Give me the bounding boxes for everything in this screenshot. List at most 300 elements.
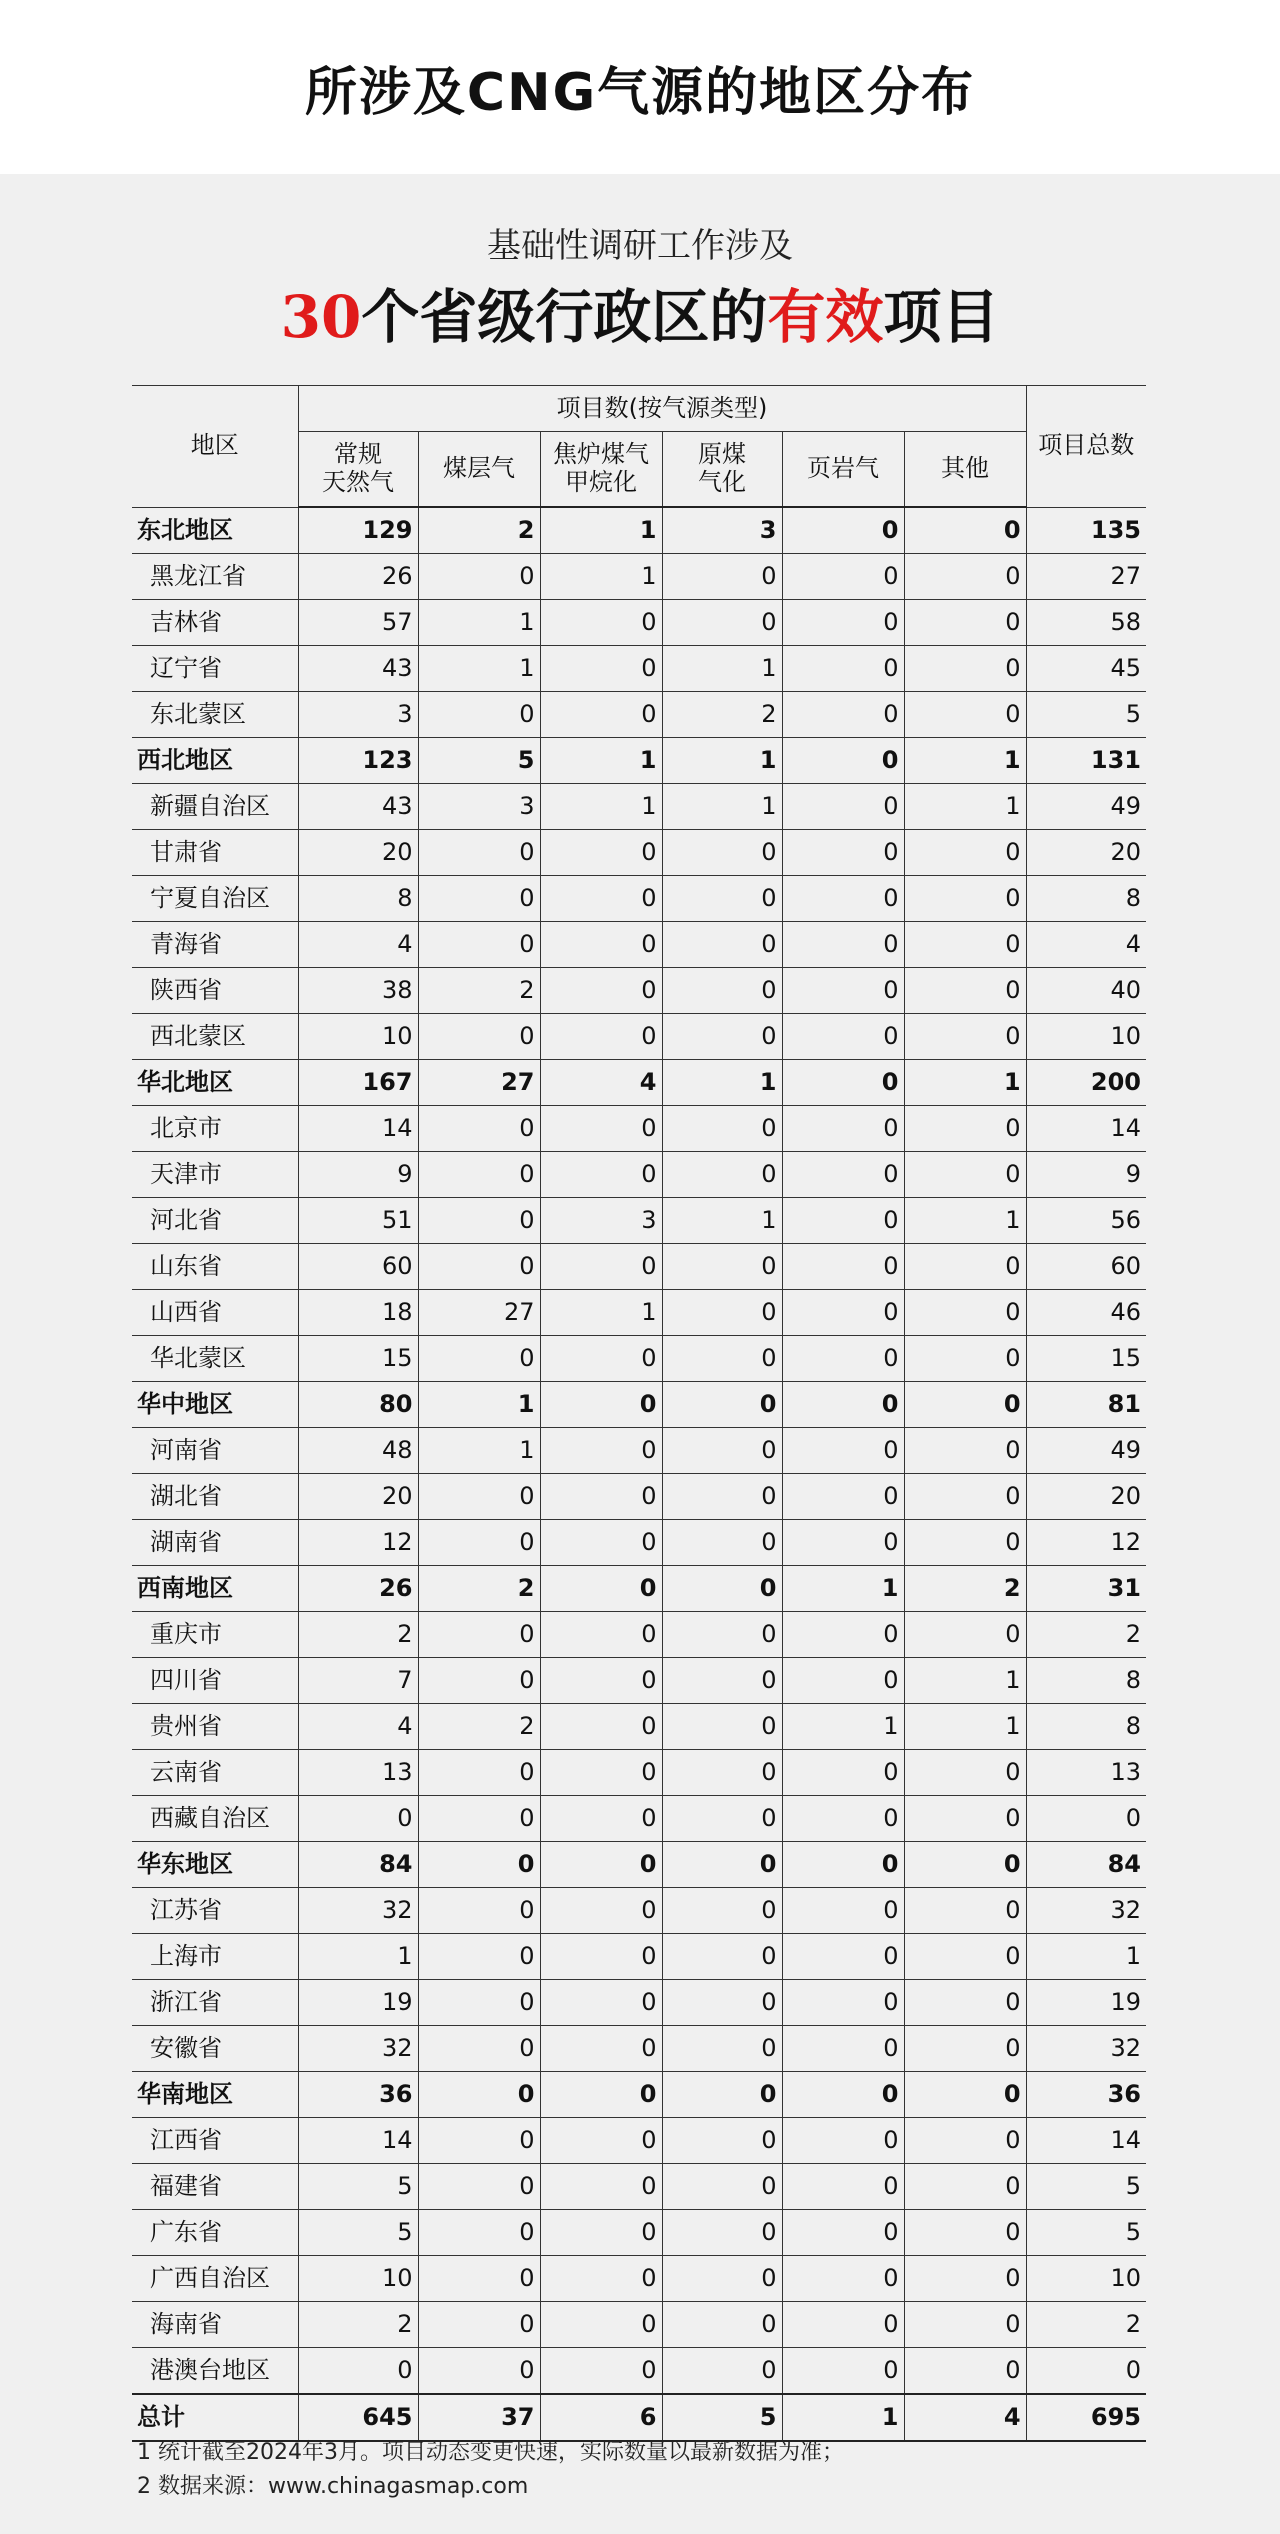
row-label: 山东省: [132, 1244, 298, 1290]
value-cell: 0: [662, 1704, 782, 1750]
row-total-cell: 14: [1026, 2118, 1146, 2164]
row-label: 宁夏自治区: [132, 876, 298, 922]
value-cell: 20: [298, 1474, 418, 1520]
province-row: [132, 1336, 1146, 1382]
value-cell: 0: [904, 1474, 1026, 1520]
value-cell: 0: [782, 1520, 904, 1566]
value-cell: 0: [904, 1888, 1026, 1934]
page-title: 所涉及CNG气源的地区分布: [304, 62, 976, 123]
value-cell: 0: [904, 1014, 1026, 1060]
value-cell: 0: [540, 1980, 662, 2026]
row-label: 北京市: [132, 1106, 298, 1152]
value-cell: 1: [418, 1382, 540, 1428]
value-cell: 0: [782, 2210, 904, 2256]
row-total-cell: 8: [1026, 1704, 1146, 1750]
value-cell: 0: [540, 2072, 662, 2118]
row-total-cell: 19: [1026, 1980, 1146, 2026]
value-cell: 0: [662, 1014, 782, 1060]
value-cell: 0: [418, 554, 540, 600]
region-row: [132, 507, 1146, 554]
value-cell: 4: [298, 922, 418, 968]
value-cell: 0: [418, 1658, 540, 1704]
value-cell: 0: [782, 1336, 904, 1382]
group-header: 项目数(按气源类型): [298, 386, 1026, 432]
value-cell: 0: [540, 2210, 662, 2256]
value-cell: 7: [298, 1658, 418, 1704]
subtitle: 基础性调研工作涉及: [487, 226, 793, 266]
value-cell: 1: [904, 1198, 1026, 1244]
value-cell: 60: [298, 1244, 418, 1290]
title-band: [0, 0, 1280, 174]
province-row: [132, 784, 1146, 830]
row-label: 广东省: [132, 2210, 298, 2256]
value-cell: 0: [904, 2164, 1026, 2210]
value-cell: 0: [904, 1152, 1026, 1198]
value-cell: 0: [418, 1750, 540, 1796]
value-cell: 2: [298, 1612, 418, 1658]
value-cell: 0: [782, 1842, 904, 1888]
row-total-cell: 200: [1026, 1060, 1146, 1106]
value-cell: 0: [782, 1658, 904, 1704]
value-cell: 10: [298, 2256, 418, 2302]
value-cell: 1: [540, 784, 662, 830]
province-row: [132, 1796, 1146, 1842]
value-cell: 13: [298, 1750, 418, 1796]
province-row: [132, 1152, 1146, 1198]
value-cell: 0: [782, 2302, 904, 2348]
value-cell: 4: [904, 2394, 1026, 2441]
headline-number: 30: [280, 283, 362, 351]
value-cell: 0: [418, 1520, 540, 1566]
row-label: 总计: [132, 2394, 298, 2441]
row-label: 四川省: [132, 1658, 298, 1704]
province-row: [132, 2164, 1146, 2210]
value-cell: 0: [540, 1658, 662, 1704]
value-cell: 36: [298, 2072, 418, 2118]
value-cell: 0: [540, 1474, 662, 1520]
province-row: [132, 1106, 1146, 1152]
row-label: 江苏省: [132, 1888, 298, 1934]
value-cell: 0: [904, 1428, 1026, 1474]
value-cell: 0: [904, 2072, 1026, 2118]
row-label: 河南省: [132, 1428, 298, 1474]
row-total-cell: 2: [1026, 1612, 1146, 1658]
value-cell: 0: [540, 1382, 662, 1428]
value-cell: 0: [904, 1934, 1026, 1980]
value-cell: 0: [540, 1014, 662, 1060]
value-cell: 0: [662, 1428, 782, 1474]
value-cell: 0: [782, 1198, 904, 1244]
row-total-cell: 2: [1026, 2302, 1146, 2348]
row-total-cell: 131: [1026, 738, 1146, 784]
value-cell: 1: [782, 1704, 904, 1750]
row-label: 山西省: [132, 1290, 298, 1336]
region-header: 地区: [132, 386, 298, 508]
province-row: [132, 2210, 1146, 2256]
province-row: [132, 1428, 1146, 1474]
row-label: 东北地区: [132, 507, 298, 554]
region-row: [132, 1842, 1146, 1888]
value-cell: 0: [540, 1750, 662, 1796]
region-row: [132, 2072, 1146, 2118]
value-cell: 0: [540, 2302, 662, 2348]
row-total-cell: 5: [1026, 692, 1146, 738]
value-cell: 0: [782, 1290, 904, 1336]
province-row: [132, 692, 1146, 738]
value-cell: 18: [298, 1290, 418, 1336]
province-row: [132, 1750, 1146, 1796]
value-cell: 2: [904, 1566, 1026, 1612]
value-cell: 0: [540, 2256, 662, 2302]
value-cell: 15: [298, 1336, 418, 1382]
value-cell: 0: [540, 600, 662, 646]
province-row: [132, 1934, 1146, 1980]
value-cell: 0: [662, 1566, 782, 1612]
value-cell: 0: [904, 876, 1026, 922]
value-cell: 0: [662, 1336, 782, 1382]
row-label: 西南地区: [132, 1566, 298, 1612]
value-cell: 0: [904, 2118, 1026, 2164]
region-row: [132, 1060, 1146, 1106]
value-cell: 27: [418, 1060, 540, 1106]
value-cell: 0: [904, 2210, 1026, 2256]
row-total-cell: 36: [1026, 2072, 1146, 2118]
region-row: [132, 738, 1146, 784]
value-cell: 123: [298, 738, 418, 784]
value-cell: 0: [418, 1336, 540, 1382]
value-cell: 0: [540, 2164, 662, 2210]
value-cell: 0: [782, 2118, 904, 2164]
value-cell: 0: [418, 692, 540, 738]
row-label: 湖北省: [132, 1474, 298, 1520]
row-total-cell: 46: [1026, 1290, 1146, 1336]
value-cell: 645: [298, 2394, 418, 2441]
value-cell: 0: [662, 1934, 782, 1980]
value-cell: 0: [540, 1796, 662, 1842]
value-cell: 0: [540, 1704, 662, 1750]
value-cell: 1: [418, 646, 540, 692]
row-label: 华中地区: [132, 1382, 298, 1428]
value-cell: 1: [662, 1198, 782, 1244]
value-cell: 20: [298, 830, 418, 876]
value-cell: 0: [540, 2026, 662, 2072]
value-cell: 4: [540, 1060, 662, 1106]
value-cell: 0: [782, 1474, 904, 1520]
value-cell: 0: [782, 600, 904, 646]
value-cell: 0: [782, 1382, 904, 1428]
value-cell: 0: [782, 1796, 904, 1842]
table-body: [132, 507, 1146, 2441]
row-total-cell: 0: [1026, 1796, 1146, 1842]
value-cell: 43: [298, 646, 418, 692]
value-cell: 0: [904, 1106, 1026, 1152]
value-cell: 0: [662, 1658, 782, 1704]
value-cell: 0: [782, 507, 904, 554]
value-cell: 84: [298, 1842, 418, 1888]
value-cell: 0: [662, 1980, 782, 2026]
value-cell: 0: [662, 554, 782, 600]
value-cell: 51: [298, 1198, 418, 1244]
row-label: 新疆自治区: [132, 784, 298, 830]
row-total-cell: 8: [1026, 1658, 1146, 1704]
value-cell: 0: [904, 830, 1026, 876]
data-table: [132, 385, 1146, 2442]
row-label: 华南地区: [132, 2072, 298, 2118]
value-cell: 0: [418, 1152, 540, 1198]
value-cell: 0: [540, 1842, 662, 1888]
value-cell: 0: [540, 692, 662, 738]
province-row: [132, 1198, 1146, 1244]
row-total-cell: 60: [1026, 1244, 1146, 1290]
province-row: [132, 1290, 1146, 1336]
value-cell: 0: [904, 1520, 1026, 1566]
province-row: [132, 2302, 1146, 2348]
value-cell: 0: [662, 1106, 782, 1152]
row-total-cell: 5: [1026, 2210, 1146, 2256]
headline-part2: 项目: [883, 283, 1000, 351]
value-cell: 5: [298, 2164, 418, 2210]
value-cell: 0: [782, 830, 904, 876]
value-cell: 0: [904, 1244, 1026, 1290]
value-cell: 2: [418, 507, 540, 554]
province-row: [132, 968, 1146, 1014]
row-label: 华北地区: [132, 1060, 298, 1106]
value-cell: 0: [418, 1474, 540, 1520]
value-cell: 26: [298, 554, 418, 600]
row-label: 西藏自治区: [132, 1796, 298, 1842]
note-1: 1 统计截至2024年3月。项目动态变更快速，实际数量以最新数据为准；: [137, 2440, 844, 2465]
row-label: 湖南省: [132, 1520, 298, 1566]
row-label: 福建省: [132, 2164, 298, 2210]
row-label: 陕西省: [132, 968, 298, 1014]
province-row: [132, 1612, 1146, 1658]
value-cell: 2: [418, 1566, 540, 1612]
value-cell: 0: [662, 2302, 782, 2348]
row-label: 黑龙江省: [132, 554, 298, 600]
row-total-cell: 12: [1026, 1520, 1146, 1566]
value-cell: 32: [298, 1888, 418, 1934]
value-cell: 0: [418, 876, 540, 922]
row-total-cell: 40: [1026, 968, 1146, 1014]
value-cell: 0: [662, 600, 782, 646]
province-row: [132, 2256, 1146, 2302]
value-cell: 0: [418, 1842, 540, 1888]
value-cell: 1: [904, 1060, 1026, 1106]
total-row: [132, 2394, 1146, 2441]
province-row: [132, 646, 1146, 692]
value-cell: 14: [298, 1106, 418, 1152]
value-cell: 0: [782, 1152, 904, 1198]
value-cell: 1: [904, 784, 1026, 830]
value-cell: 0: [662, 2348, 782, 2395]
column-header: 页岩气: [782, 432, 904, 508]
value-cell: 0: [418, 2210, 540, 2256]
value-cell: 0: [904, 1842, 1026, 1888]
row-total-cell: 20: [1026, 1474, 1146, 1520]
column-header: 其他: [904, 432, 1026, 508]
value-cell: 0: [662, 1290, 782, 1336]
value-cell: 0: [418, 2072, 540, 2118]
value-cell: 0: [904, 922, 1026, 968]
value-cell: 0: [662, 1750, 782, 1796]
value-cell: 0: [782, 2256, 904, 2302]
value-cell: 1: [662, 738, 782, 784]
value-cell: 0: [904, 968, 1026, 1014]
value-cell: 0: [662, 2256, 782, 2302]
value-cell: 1: [782, 2394, 904, 2441]
value-cell: 0: [782, 1060, 904, 1106]
row-total-cell: 81: [1026, 1382, 1146, 1428]
value-cell: 0: [782, 2072, 904, 2118]
value-cell: 32: [298, 2026, 418, 2072]
value-cell: 0: [662, 1888, 782, 1934]
province-row: [132, 2026, 1146, 2072]
value-cell: 0: [418, 1980, 540, 2026]
province-row: [132, 1888, 1146, 1934]
row-total-cell: 58: [1026, 600, 1146, 646]
row-total-cell: 695: [1026, 2394, 1146, 2441]
value-cell: 0: [904, 2256, 1026, 2302]
value-cell: 12: [298, 1520, 418, 1566]
value-cell: 0: [418, 830, 540, 876]
column-header: 焦炉煤气 甲烷化: [540, 432, 662, 508]
value-cell: 1: [904, 1704, 1026, 1750]
value-cell: 0: [782, 2026, 904, 2072]
value-cell: 3: [662, 507, 782, 554]
value-cell: 0: [904, 692, 1026, 738]
row-total-cell: 1: [1026, 1934, 1146, 1980]
row-total-cell: 49: [1026, 1428, 1146, 1474]
value-cell: 1: [540, 507, 662, 554]
value-cell: 0: [662, 968, 782, 1014]
value-cell: 0: [540, 922, 662, 968]
row-total-cell: 84: [1026, 1842, 1146, 1888]
row-label: 西北蒙区: [132, 1014, 298, 1060]
value-cell: 0: [904, 646, 1026, 692]
row-total-cell: 45: [1026, 646, 1146, 692]
value-cell: 0: [904, 507, 1026, 554]
value-cell: 0: [904, 2302, 1026, 2348]
province-row: [132, 876, 1146, 922]
row-total-cell: 10: [1026, 1014, 1146, 1060]
row-total-cell: 56: [1026, 1198, 1146, 1244]
value-cell: 3: [298, 692, 418, 738]
row-label: 重庆市: [132, 1612, 298, 1658]
value-cell: 0: [540, 830, 662, 876]
value-cell: 0: [662, 2118, 782, 2164]
value-cell: 0: [904, 1980, 1026, 2026]
value-cell: 0: [418, 1014, 540, 1060]
value-cell: 37: [418, 2394, 540, 2441]
value-cell: 1: [904, 738, 1026, 784]
row-label: 上海市: [132, 1934, 298, 1980]
value-cell: 0: [782, 646, 904, 692]
province-row: [132, 2348, 1146, 2395]
value-cell: 0: [540, 876, 662, 922]
row-label: 青海省: [132, 922, 298, 968]
value-cell: 0: [904, 1750, 1026, 1796]
value-cell: 0: [540, 1934, 662, 1980]
value-cell: 57: [298, 600, 418, 646]
value-cell: 2: [298, 2302, 418, 2348]
value-cell: 1: [418, 600, 540, 646]
value-cell: 0: [662, 1382, 782, 1428]
value-cell: 0: [782, 968, 904, 1014]
value-cell: 1: [418, 1428, 540, 1474]
value-cell: 0: [782, 922, 904, 968]
value-cell: 26: [298, 1566, 418, 1612]
value-cell: 0: [904, 2348, 1026, 2395]
value-cell: 2: [418, 968, 540, 1014]
region-row: [132, 1382, 1146, 1428]
value-cell: 5: [662, 2394, 782, 2441]
column-header: 煤层气: [418, 432, 540, 508]
value-cell: 0: [540, 2348, 662, 2395]
row-label: 甘肃省: [132, 830, 298, 876]
value-cell: 4: [298, 1704, 418, 1750]
value-cell: 27: [418, 1290, 540, 1336]
value-cell: 2: [418, 1704, 540, 1750]
province-row: [132, 1520, 1146, 1566]
column-header: 原煤 气化: [662, 432, 782, 508]
row-label: 广西自治区: [132, 2256, 298, 2302]
value-cell: 0: [418, 2118, 540, 2164]
headline-highlight: 有效: [767, 283, 884, 351]
province-row: [132, 1474, 1146, 1520]
value-cell: 1: [662, 646, 782, 692]
value-cell: 0: [418, 2256, 540, 2302]
value-cell: 0: [782, 1244, 904, 1290]
value-cell: 0: [662, 1474, 782, 1520]
value-cell: 0: [904, 554, 1026, 600]
value-cell: 0: [662, 922, 782, 968]
value-cell: 0: [540, 968, 662, 1014]
value-cell: 0: [782, 1888, 904, 1934]
value-cell: 0: [418, 1934, 540, 1980]
value-cell: 0: [540, 1244, 662, 1290]
row-label: 华东地区: [132, 1842, 298, 1888]
value-cell: 0: [662, 2210, 782, 2256]
row-total-cell: 4: [1026, 922, 1146, 968]
value-cell: 129: [298, 507, 418, 554]
column-header: 常规 天然气: [298, 432, 418, 508]
value-cell: 0: [782, 1934, 904, 1980]
province-row: [132, 1244, 1146, 1290]
value-cell: 0: [662, 876, 782, 922]
value-cell: 0: [904, 1290, 1026, 1336]
row-label: 天津市: [132, 1152, 298, 1198]
value-cell: 5: [298, 2210, 418, 2256]
province-row: [132, 2118, 1146, 2164]
region-row: [132, 1566, 1146, 1612]
value-cell: 1: [782, 1566, 904, 1612]
value-cell: 0: [782, 1612, 904, 1658]
value-cell: 8: [298, 876, 418, 922]
row-label: 辽宁省: [132, 646, 298, 692]
value-cell: 38: [298, 968, 418, 1014]
value-cell: 0: [782, 1980, 904, 2026]
row-label: 江西省: [132, 2118, 298, 2164]
row-label: 河北省: [132, 1198, 298, 1244]
province-row: [132, 554, 1146, 600]
province-row: [132, 830, 1146, 876]
row-total-cell: 5: [1026, 2164, 1146, 2210]
value-cell: 0: [662, 1612, 782, 1658]
value-cell: 0: [662, 2026, 782, 2072]
province-row: [132, 1704, 1146, 1750]
province-row: [132, 600, 1146, 646]
value-cell: 0: [418, 1244, 540, 1290]
